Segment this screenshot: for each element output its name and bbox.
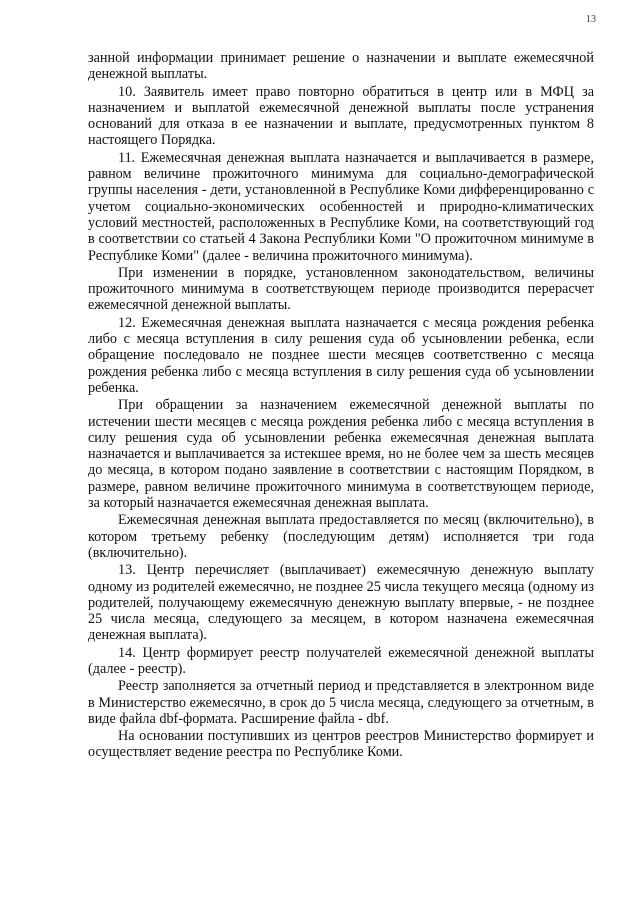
paragraph: На основании поступивших из центров реестров Министерство формирует и осуществляет ведение реестра по Республике Коми.: [88, 728, 594, 761]
page-number: 13: [586, 14, 596, 25]
paragraph: При обращении за назначением ежемесячной денежной выплаты по истечении шести месяцев с месяца рождения ребенка либо с месяца вступления в силу решения суда об усыновлении ребенка ежемесячная денежная выплата назначается и выплачивается за истекшее время, но не более чем за шесть месяцев до месяца, в котором подано заявление в соответствии с настоящим Порядком, в размере, равном величине прожиточного минимума в соответствующем периоде, за который назначается ежемесячная денежная выплата.: [88, 397, 594, 512]
paragraph: 10. Заявитель имеет право повторно обратиться в центр или в МФЦ за назначением и выплатой ежемесячной денежной выплаты после устранения оснований для отказа в ее назначении и выплате, предусмотренных пунктом 8 настоящего Порядка.: [88, 83, 594, 149]
document-body: [88, 50, 594, 762]
paragraph: 13. Центр перечисляет (выплачивает) ежемесячную денежную выплату одному из родителей ежемесячно, не позднее 25 числа текущего месяца (одному из родителей, получающему ежемесячную денежную выплату впервые, - не позднее 25 числа месяца, следующего за месяцем, в котором назначена ежемесячная денежная выплата).: [88, 562, 594, 644]
paragraph: Реестр заполняется за отчетный период и представляется в электронном виде в Министерство ежемесячно, в срок до 5 числа месяца, следующего за отчетным, в виде файла dbf-формата. Расширение файла - dbf.: [88, 678, 594, 727]
paragraph: 11. Ежемесячная денежная выплата назначается и выплачивается в размере, равном величине прожиточного минимума для социально-демографической группы населения - дети, установленной в Республике Коми дифференцированно с учетом социально-экономических особенностей и природно-климатических условий местностей, расположенных в Республике Коми, на соответствующий год в соответствии со статьей 4 Закона Республики Коми "О прожиточном минимуме в Республике Коми" (далее - величина прожиточного минимума).: [88, 149, 594, 264]
paragraph: При изменении в порядке, установленном законодательством, величины прожиточного минимума в соответствующем периоде производится перерасчет ежемесячной денежной выплаты.: [88, 264, 594, 314]
paragraph: Ежемесячная денежная выплата предоставляется по месяц (включительно), в котором третьему ребенку (последующим детям) исполняется три года (включительно).: [88, 512, 594, 561]
paragraph: 12. Ежемесячная денежная выплата назначается с месяца рождения ребенка либо с месяца вступления в силу решения суда об усыновлении ребенка, если обращение последовало не позднее шести месяцев соответственно с месяца рождения ребенка либо с месяца вступления в силу решения суда об усыновлении ребенка.: [88, 314, 594, 396]
paragraph: 14. Центр формирует реестр получателей ежемесячной денежной выплаты (далее - реестр).: [88, 644, 594, 677]
paragraph: занной информации принимает решение о назначении и выплате ежемесячной денежной выплаты.: [88, 50, 594, 83]
